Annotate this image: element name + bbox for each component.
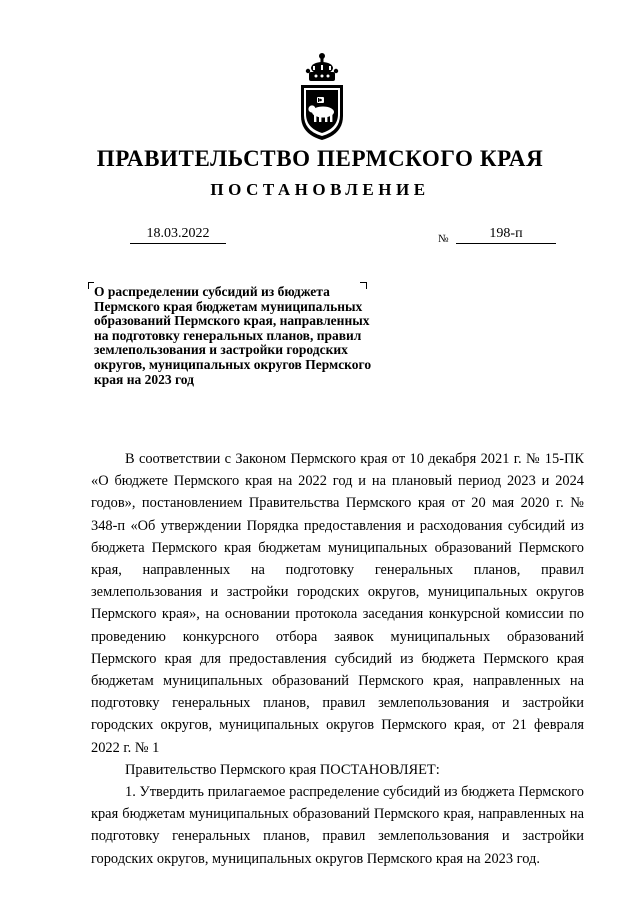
item-1-paragraph: 1. Утвердить прилагаемое распределение субсидий из бюджета Пермского края бюджетам муниципальных образований Пермского края, направленных на подготовку генеральных планов, правил землепользования и застройки городских округов, муниципальных округов Пермского края на 2023 год. <box>91 784 584 867</box>
document-body <box>91 448 584 870</box>
document-number: 198-п <box>456 226 556 244</box>
document-type: ПОСТАНОВЛЕНИЕ <box>210 180 430 199</box>
government-title: ПРАВИТЕЛЬСТВО ПЕРМСКОГО КРАЯ <box>96 146 544 171</box>
resolution-paragraph: Правительство Пермского края ПОСТАНОВЛЯЕТ: <box>125 761 440 778</box>
coat-of-arms-icon <box>294 52 350 142</box>
document-date: 18.03.2022 <box>130 226 226 244</box>
preamble-paragraph: В соответствии с Законом Пермского края от 10 декабря 2021 г. № 15-ПК «О бюджете Пермского края на 2022 год и на плановый период 2023 и 2024 годов», постановлением Правительства Пермского края от 20 мая 2020 г. № 348-п «Об утверждении Порядка предоставления и расходования субсидий из бюджета Пермского края бюджетам муниципальных образований Пермского края, направленных на подготовку генеральных планов, правил землепользования и застройки городских округов, муниципальных округов Пермского края», на основании протокола заседания конкурсной комиссии по проведению конкурсного отбора заявок муниципальных образований Пермского края для предоставления субсидий из бюджета Пермского края бюджетам муниципальных образований Пермского края, направленных на подготовку генеральных планов, правил землепользования и застройки городских округов, муниципальных округов Пермского края, от 21 февраля 2022 г. № 1 <box>91 451 584 756</box>
number-label: № <box>438 233 449 245</box>
document-subject: О распределении субсидий из бюджета Пермского края бюджетам муниципальных образований Пермского края, направленных на подготовку генеральных планов, правил землепользования и застройки городских округов, муниципальных округов Пермского края на 2023 год <box>94 284 372 387</box>
